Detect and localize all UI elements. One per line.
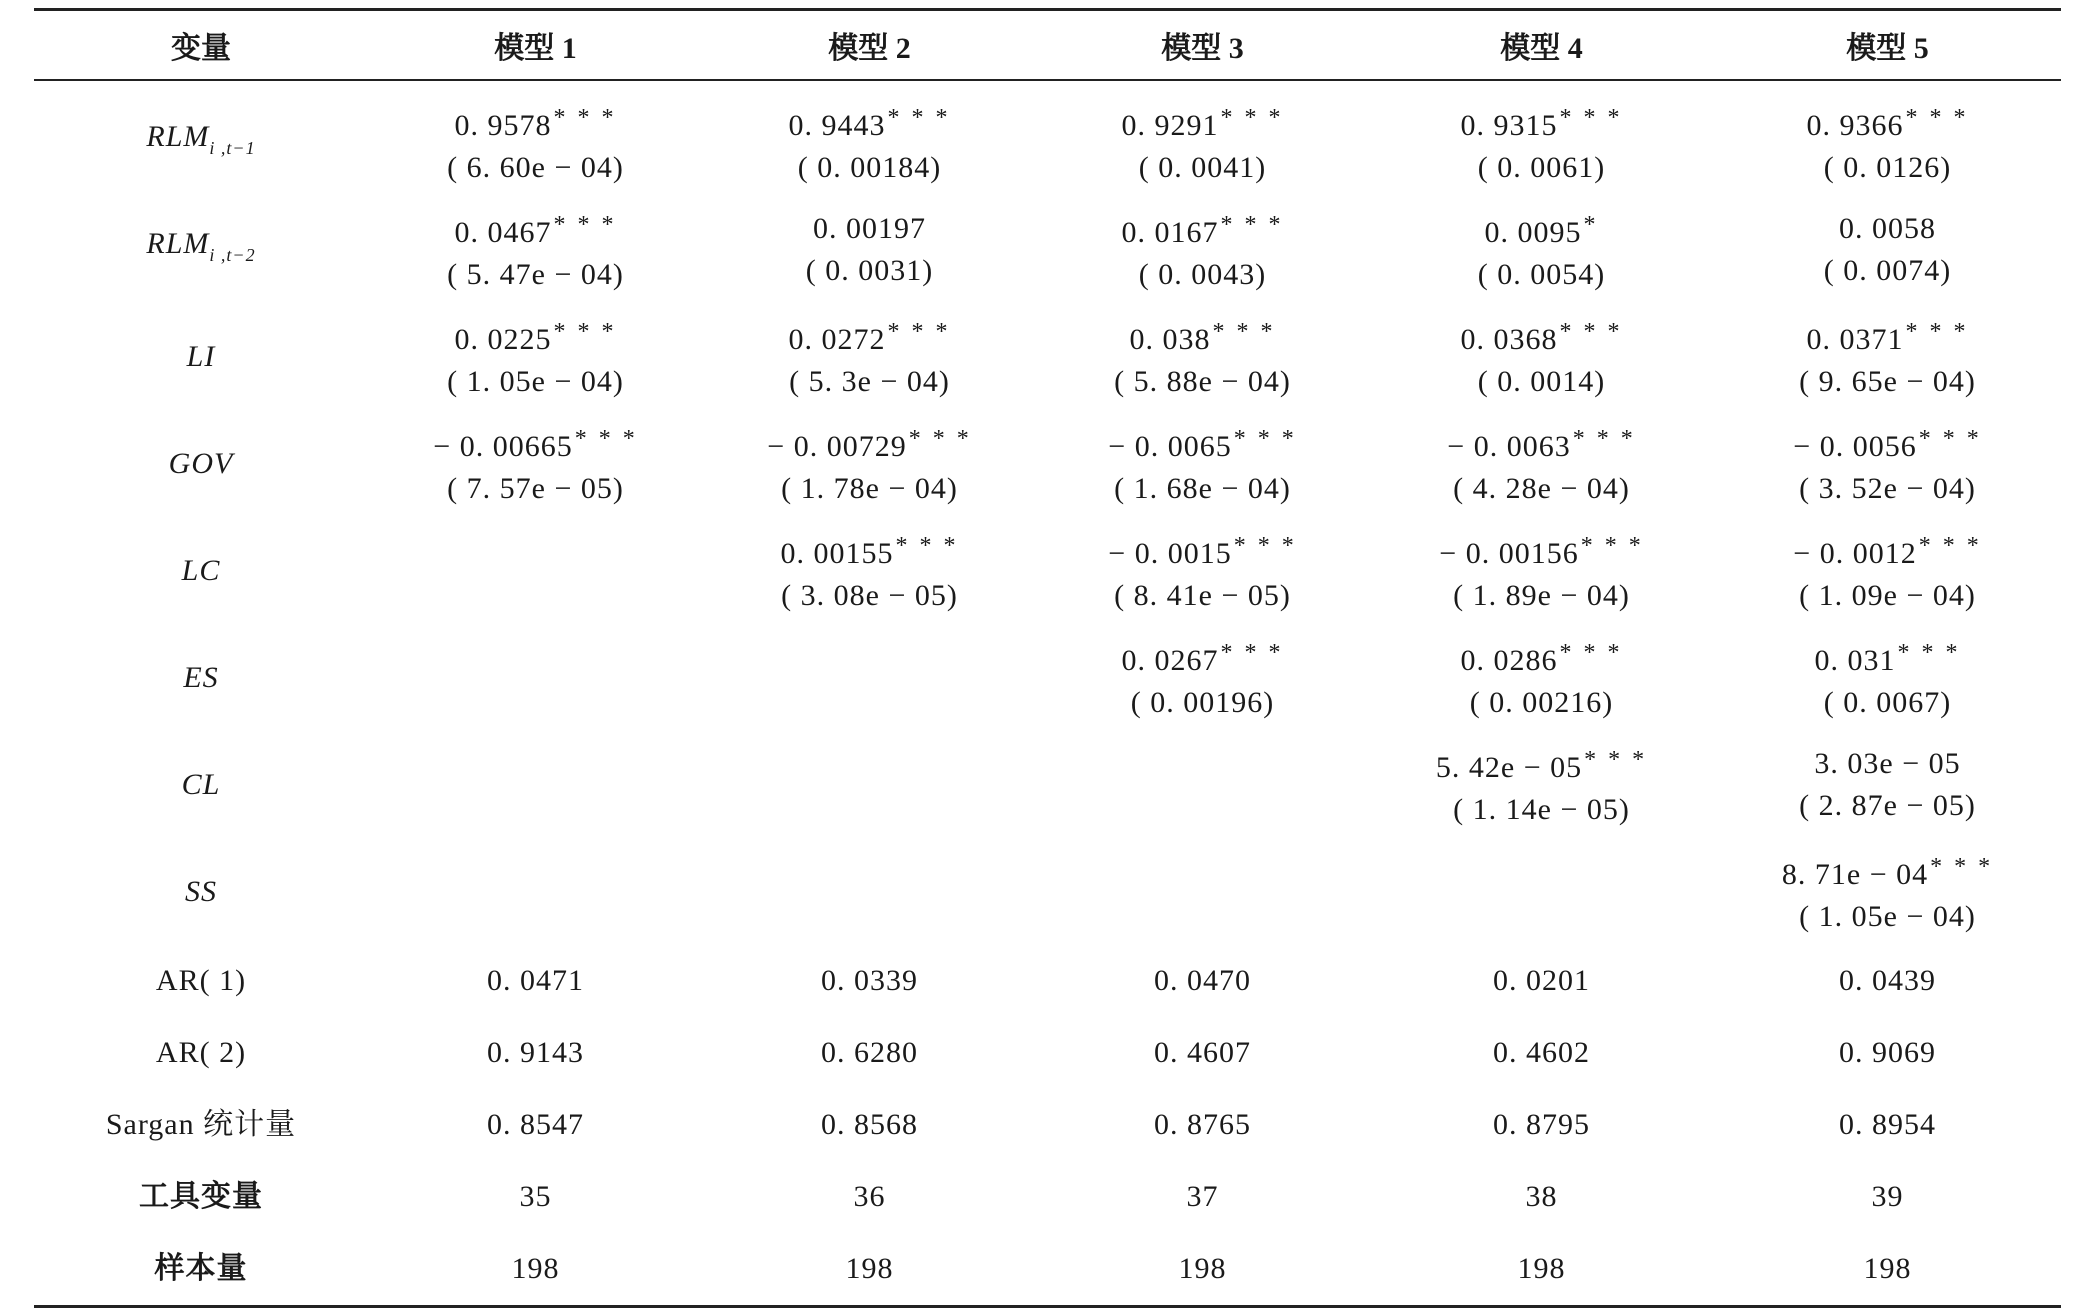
- coefficient-value: − 0. 00729: [767, 429, 907, 463]
- coefficient-value: 0. 0225: [454, 322, 552, 356]
- coefficient-cell: [703, 303, 1036, 410]
- statistic-value: 198: [1863, 1252, 1912, 1285]
- coefficient-value: − 0. 0056: [1793, 429, 1917, 463]
- header-model-5: 模型 5: [1846, 32, 1929, 65]
- variable-name: SS: [185, 874, 217, 908]
- coefficient-line: [1714, 311, 2061, 361]
- standard-error: ( 1. 89e − 04): [1453, 578, 1630, 612]
- coefficient-line: [1714, 208, 2061, 250]
- coefficient-line: [368, 204, 703, 254]
- variable-name: GOV: [168, 446, 234, 480]
- standard-error: ( 0. 00216): [1469, 685, 1614, 719]
- coefficient-cell: [703, 410, 1036, 517]
- statistic-value: 198: [1178, 1252, 1227, 1285]
- standard-error: ( 0. 0041): [1138, 150, 1267, 184]
- coefficient-line: [1036, 311, 1369, 361]
- coefficient-cell: [368, 731, 703, 838]
- coefficient-line: [1369, 418, 1714, 468]
- significance-stars: * * *: [1918, 425, 1982, 452]
- statistic-value: 0. 8954: [1839, 1108, 1936, 1141]
- standard-error: ( 1. 05e − 04): [1799, 899, 1976, 933]
- standard-error: ( 4. 28e − 04): [1453, 471, 1630, 505]
- variable-name-cell: [34, 80, 368, 196]
- significance-stars: * * *: [908, 425, 972, 452]
- statistic-value: 0. 0439: [1839, 964, 1936, 997]
- coefficient-cell: [1714, 303, 2061, 410]
- significance-stars: * * *: [553, 318, 617, 345]
- coefficient-cell: [1036, 731, 1369, 838]
- statistic-label: AR( 2): [155, 1036, 247, 1069]
- statistic-value: 37: [1186, 1180, 1219, 1213]
- significance-stars: * * *: [887, 318, 951, 345]
- coefficient-line: [1714, 525, 2061, 575]
- coefficient-line: [1036, 418, 1369, 468]
- standard-error: ( 0. 0074): [1823, 253, 1952, 287]
- coefficient-value: 0. 0267: [1121, 643, 1219, 677]
- statistic-value: 35: [519, 1180, 552, 1213]
- coefficient-value: − 0. 0065: [1108, 429, 1232, 463]
- variable-name: LI: [186, 339, 216, 373]
- statistic-value: 0. 0470: [1154, 964, 1251, 997]
- variable-name: RLM: [146, 120, 210, 153]
- coefficient-cell: [1369, 303, 1714, 410]
- significance-stars: * * *: [1930, 853, 1994, 880]
- coefficient-cell: [368, 303, 703, 410]
- header-model-3: 模型 3: [1161, 32, 1244, 65]
- coefficient-line: [703, 418, 1036, 468]
- coefficient-cell: [703, 624, 1036, 731]
- standard-error: ( 0. 00196): [1130, 685, 1275, 719]
- coefficient-line: [1036, 525, 1369, 575]
- statistic-value: 39: [1871, 1180, 1904, 1213]
- regression-table-container: [34, 8, 2061, 1308]
- coefficient-cell: [368, 838, 703, 945]
- significance-stars: * * *: [1897, 639, 1961, 666]
- coefficient-cell: [703, 517, 1036, 624]
- statistic-value: 0. 9069: [1839, 1036, 1936, 1069]
- significance-stars: * * *: [887, 104, 951, 131]
- header-variable: 变量: [171, 32, 231, 65]
- coefficient-value: 0. 0272: [788, 322, 886, 356]
- coefficient-line: [1369, 525, 1714, 575]
- significance-stars: * * *: [1580, 532, 1644, 559]
- coefficient-cell: [1714, 624, 2061, 731]
- statistic-value: 0. 6280: [821, 1036, 918, 1069]
- coefficient-line: [1036, 97, 1369, 147]
- coefficient-cell: [1036, 80, 1369, 196]
- standard-error: ( 3. 52e − 04): [1799, 471, 1976, 505]
- statistic-value: 0. 8568: [821, 1108, 918, 1141]
- statistic-value: 0. 4602: [1493, 1036, 1590, 1069]
- standard-error: ( 1. 68e − 04): [1114, 471, 1291, 505]
- significance-stars: *: [1583, 211, 1599, 238]
- statistic-value: 36: [853, 1180, 886, 1213]
- significance-stars: * * *: [1584, 746, 1648, 773]
- table-row: [34, 624, 2061, 731]
- coefficient-cell: [1036, 624, 1369, 731]
- variable-name-cell: [34, 410, 368, 517]
- variable-name-cell: [34, 624, 368, 731]
- coefficient-cell: [1036, 517, 1369, 624]
- variable-subscript: i ,t−1: [209, 138, 256, 158]
- coefficient-value: 5. 42e − 05: [1435, 750, 1583, 784]
- coefficient-cell: [368, 80, 703, 196]
- coefficient-cell: [703, 731, 1036, 838]
- statistic-value: 198: [1517, 1252, 1566, 1285]
- coefficient-line: [703, 208, 1036, 250]
- standard-error: ( 5. 3e − 04): [789, 364, 950, 398]
- coefficient-line: [1369, 739, 1714, 789]
- significance-stars: * * *: [1220, 211, 1284, 238]
- table-row: [34, 410, 2061, 517]
- coefficient-line: [1714, 418, 2061, 468]
- significance-stars: * * *: [1559, 318, 1623, 345]
- significance-stars: * * *: [574, 425, 638, 452]
- variable-name-cell: [34, 196, 368, 303]
- statistic-value: 0. 8765: [1154, 1108, 1251, 1141]
- table-row: [34, 303, 2061, 410]
- standard-error: ( 5. 88e − 04): [1114, 364, 1291, 398]
- standard-error: ( 1. 09e − 04): [1799, 578, 1976, 612]
- table-row: [34, 945, 2061, 1017]
- significance-stars: * * *: [553, 104, 617, 131]
- table-row: [34, 517, 2061, 624]
- significance-stars: * * *: [895, 532, 959, 559]
- significance-stars: * * *: [1212, 318, 1276, 345]
- coefficient-cell: [703, 196, 1036, 303]
- standard-error: ( 0. 0126): [1823, 150, 1952, 184]
- standard-error: ( 0. 0067): [1823, 685, 1952, 719]
- coefficient-cell: [1036, 838, 1369, 945]
- standard-error: ( 1. 14e − 05): [1453, 792, 1630, 826]
- coefficient-value: 0. 0467: [454, 215, 552, 249]
- coefficient-line: [368, 97, 703, 147]
- variable-name: RLM: [146, 227, 210, 260]
- statistic-label: 样本量: [154, 1252, 248, 1285]
- coefficient-cell: [1714, 838, 2061, 945]
- table-row: [34, 1017, 2061, 1089]
- significance-stars: * * *: [1220, 104, 1284, 131]
- coefficient-line: [1714, 632, 2061, 682]
- coefficient-cell: [1369, 196, 1714, 303]
- coefficient-value: 0. 9315: [1460, 108, 1558, 142]
- coefficient-cell: [1714, 80, 2061, 196]
- standard-error: ( 1. 78e − 04): [781, 471, 958, 505]
- statistic-label: Sargan 统计量: [105, 1108, 297, 1141]
- header-model-4: 模型 4: [1500, 32, 1583, 65]
- coefficient-value: − 0. 00156: [1439, 536, 1579, 570]
- significance-stars: * * *: [1233, 425, 1297, 452]
- statistic-value: 0. 9143: [487, 1036, 584, 1069]
- regression-table: [34, 8, 2061, 1308]
- coefficient-value: 8. 71e − 04: [1781, 857, 1929, 891]
- statistic-label: 工具变量: [139, 1180, 263, 1213]
- coefficient-cell: [1714, 517, 2061, 624]
- significance-stars: * * *: [1559, 639, 1623, 666]
- coefficient-cell: [1369, 731, 1714, 838]
- coefficient-value: 0. 9291: [1121, 108, 1219, 142]
- variable-name-cell: [34, 517, 368, 624]
- statistic-value: 0. 4607: [1154, 1036, 1251, 1069]
- table-row: [34, 80, 2061, 196]
- variable-name: ES: [183, 660, 219, 694]
- coefficient-cell: [1369, 80, 1714, 196]
- coefficient-value: − 0. 0063: [1447, 429, 1571, 463]
- coefficient-line: [1036, 632, 1369, 682]
- coefficient-value: 0. 0371: [1806, 322, 1904, 356]
- coefficient-value: 0. 0286: [1460, 643, 1558, 677]
- significance-stars: * * *: [553, 211, 617, 238]
- table-row: [34, 1089, 2061, 1161]
- coefficient-cell: [703, 80, 1036, 196]
- coefficient-cell: [703, 838, 1036, 945]
- coefficient-value: 0. 9443: [788, 108, 886, 142]
- standard-error: ( 0. 0043): [1138, 257, 1267, 291]
- coefficient-cell: [368, 410, 703, 517]
- significance-stars: * * *: [1220, 639, 1284, 666]
- coefficient-value: 0. 0368: [1460, 322, 1558, 356]
- coefficient-line: [1036, 204, 1369, 254]
- coefficient-value: − 0. 0015: [1108, 536, 1232, 570]
- statistic-value: 0. 0471: [487, 964, 584, 997]
- coefficient-line: [703, 97, 1036, 147]
- coefficient-line: [1369, 632, 1714, 682]
- statistic-value: 38: [1525, 1180, 1558, 1213]
- standard-error: ( 0. 00184): [797, 150, 942, 184]
- coefficient-value: 0. 9578: [454, 108, 552, 142]
- coefficient-value: − 0. 0012: [1793, 536, 1917, 570]
- coefficient-cell: [1369, 838, 1714, 945]
- header-row: [34, 10, 2061, 81]
- coefficient-line: [1369, 311, 1714, 361]
- header-model-1: 模型 1: [494, 32, 577, 65]
- standard-error: ( 1. 05e − 04): [447, 364, 624, 398]
- statistic-value: 198: [845, 1252, 894, 1285]
- variable-name: LC: [181, 553, 221, 587]
- coefficient-value: 3. 03e − 05: [1814, 746, 1961, 780]
- variable-subscript: i ,t−2: [209, 245, 256, 265]
- coefficient-value: 0. 9366: [1806, 108, 1904, 142]
- coefficient-cell: [368, 624, 703, 731]
- coefficient-cell: [1369, 410, 1714, 517]
- table-row: [34, 731, 2061, 838]
- coefficient-cell: [1714, 196, 2061, 303]
- statistic-label: AR( 1): [155, 964, 247, 997]
- coefficient-line: [1369, 97, 1714, 147]
- standard-error: ( 5. 47e − 04): [447, 257, 624, 291]
- coefficient-cell: [368, 196, 703, 303]
- variable-name: CL: [181, 767, 221, 801]
- coefficient-line: [368, 311, 703, 361]
- standard-error: ( 8. 41e − 05): [1114, 578, 1291, 612]
- coefficient-cell: [1714, 410, 2061, 517]
- coefficient-line: [703, 525, 1036, 575]
- table-row: [34, 196, 2061, 303]
- statistic-value: 198: [511, 1252, 560, 1285]
- coefficient-line: [703, 311, 1036, 361]
- significance-stars: * * *: [1905, 104, 1969, 131]
- coefficient-line: [368, 418, 703, 468]
- variable-name-cell: [34, 838, 368, 945]
- table-body: [34, 80, 2061, 1307]
- standard-error: ( 0. 0061): [1477, 150, 1606, 184]
- standard-error: ( 2. 87e − 05): [1799, 788, 1976, 822]
- coefficient-value: − 0. 00665: [433, 429, 573, 463]
- variable-name-cell: [34, 731, 368, 838]
- variable-name-cell: [34, 303, 368, 410]
- statistic-value: 0. 0339: [821, 964, 918, 997]
- statistic-value: 0. 0201: [1493, 964, 1590, 997]
- standard-error: ( 7. 57e − 05): [447, 471, 624, 505]
- coefficient-cell: [1036, 410, 1369, 517]
- coefficient-value: 0. 0058: [1839, 211, 1936, 245]
- standard-error: ( 0. 0014): [1477, 364, 1606, 398]
- coefficient-line: [1714, 97, 2061, 147]
- coefficient-value: 0. 0095: [1484, 215, 1582, 249]
- table-row: [34, 1161, 2061, 1233]
- coefficient-cell: [368, 517, 703, 624]
- table-row: [34, 838, 2061, 945]
- coefficient-line: [1714, 743, 2061, 785]
- coefficient-cell: [1369, 517, 1714, 624]
- coefficient-line: [1369, 204, 1714, 254]
- coefficient-value: 0. 038: [1129, 322, 1211, 356]
- significance-stars: * * *: [1918, 532, 1982, 559]
- coefficient-line: [1714, 846, 2061, 896]
- statistic-value: 0. 8547: [487, 1108, 584, 1141]
- coefficient-value: 0. 0167: [1121, 215, 1219, 249]
- coefficient-cell: [1369, 624, 1714, 731]
- significance-stars: * * *: [1572, 425, 1636, 452]
- standard-error: ( 0. 0031): [805, 253, 934, 287]
- standard-error: ( 6. 60e − 04): [447, 150, 624, 184]
- significance-stars: * * *: [1905, 318, 1969, 345]
- coefficient-value: 0. 031: [1814, 643, 1896, 677]
- table-header: [34, 10, 2061, 81]
- coefficient-value: 0. 00197: [813, 211, 926, 245]
- significance-stars: * * *: [1233, 532, 1297, 559]
- significance-stars: * * *: [1559, 104, 1623, 131]
- coefficient-cell: [1036, 303, 1369, 410]
- coefficient-cell: [1036, 196, 1369, 303]
- standard-error: ( 0. 0054): [1477, 257, 1606, 291]
- coefficient-cell: [1714, 731, 2061, 838]
- standard-error: ( 9. 65e − 04): [1799, 364, 1976, 398]
- coefficient-value: 0. 00155: [780, 536, 894, 570]
- table-row: [34, 1233, 2061, 1307]
- statistic-value: 0. 8795: [1493, 1108, 1590, 1141]
- standard-error: ( 3. 08e − 05): [781, 578, 958, 612]
- header-model-2: 模型 2: [828, 32, 911, 65]
